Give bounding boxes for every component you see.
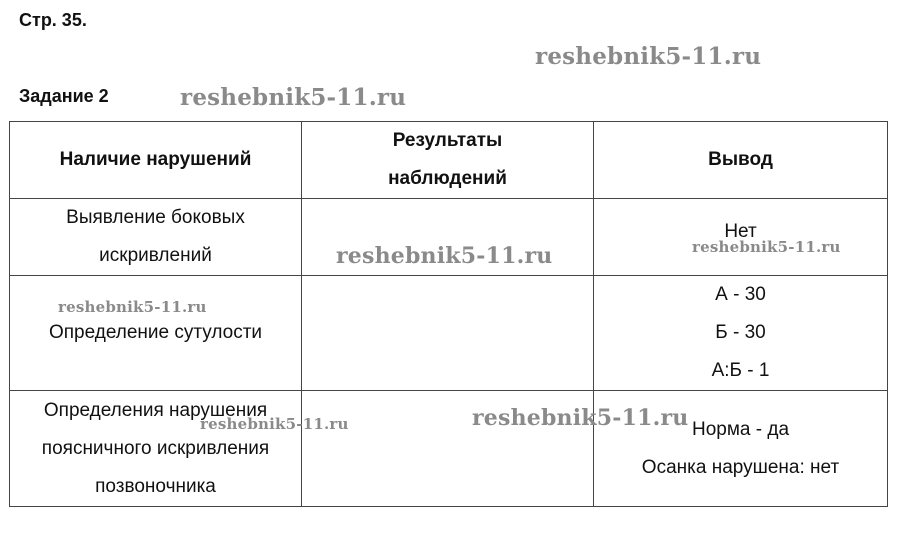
watermark: reshebnik5-11.ru (58, 298, 207, 316)
header-results: Результаты наблюдений (302, 122, 594, 199)
page-number: Стр. 35. (19, 10, 87, 30)
watermark: reshebnik5-11.ru (180, 84, 407, 111)
cell-violation: Определение сутулости (10, 276, 302, 391)
watermark: reshebnik5-11.ru (692, 238, 841, 256)
table-header-row (10, 122, 888, 199)
cell-violation: Определения нарушения поясничного искривления позвоночника (10, 391, 302, 507)
cell-violation: Выявление боковых искривлений (10, 199, 302, 276)
watermark: reshebnik5-11.ru (336, 243, 553, 269)
watermark: reshebnik5-11.ru (535, 43, 762, 70)
cell-conclusion: Норма - да Осанка нарушена: нет (594, 391, 888, 507)
watermark: reshebnik5-11.ru (200, 415, 349, 433)
table-row (10, 276, 888, 391)
header-violations: Наличие нарушений (10, 122, 302, 199)
cell-conclusion: А - 30 Б - 30 А:Б - 1 (594, 276, 888, 391)
table-row (10, 391, 888, 507)
header-conclusion: Вывод (594, 122, 888, 199)
watermark: reshebnik5-11.ru (472, 405, 689, 431)
cell-conclusion: Нет (594, 199, 888, 276)
task-title: Задание 2 (19, 86, 109, 106)
cell-result (302, 276, 594, 391)
